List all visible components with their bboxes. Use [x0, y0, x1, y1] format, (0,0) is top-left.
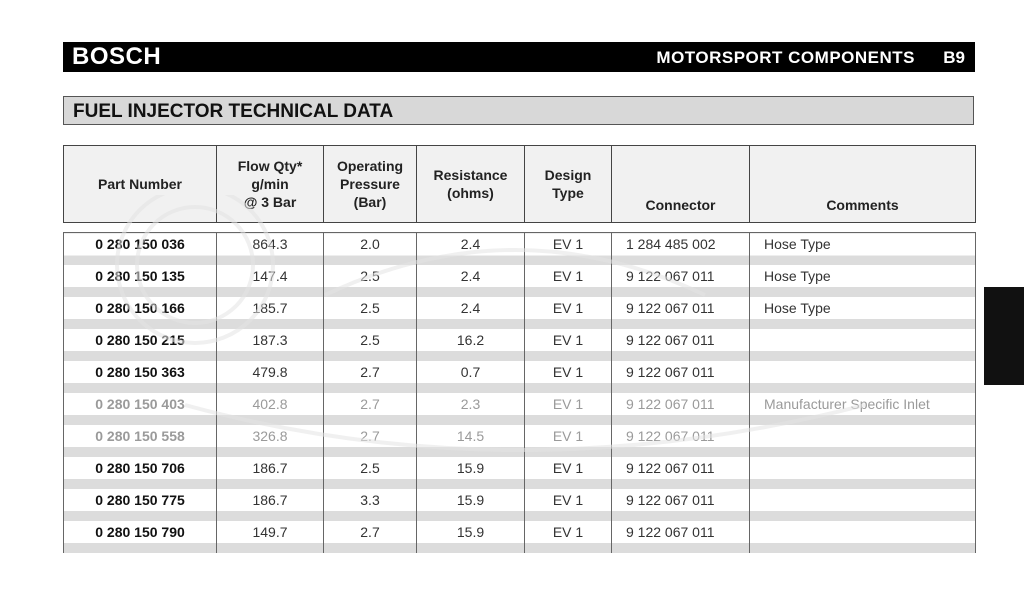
cell-operating-pressure: 3.3 — [324, 489, 417, 521]
cell-resistance: 15.9 — [417, 457, 525, 489]
cell-resistance: 0.7 — [417, 361, 525, 393]
cell-comments: Hose Type — [750, 265, 976, 297]
col-header-design-type: Design Type — [525, 146, 612, 223]
table-row — [64, 233, 976, 266]
cell-comments — [750, 457, 976, 489]
cell-comments — [750, 361, 976, 393]
table-row — [64, 393, 976, 425]
cell-resistance: 2.4 — [417, 233, 525, 266]
table-row — [64, 521, 976, 553]
cell-connector: 9 122 067 011 — [612, 361, 750, 393]
cell-design-type: EV 1 — [525, 457, 612, 489]
table-row — [64, 457, 976, 489]
cell-part-number: 0 280 150 166 — [64, 297, 217, 329]
cell-flow-qty: 864.3 — [217, 233, 324, 266]
cell-flow-qty: 147.4 — [217, 265, 324, 297]
table-title-bar — [63, 96, 974, 125]
cell-connector: 9 122 067 011 — [612, 489, 750, 521]
col-header-part-number: Part Number — [64, 146, 217, 223]
cell-flow-qty: 186.7 — [217, 489, 324, 521]
cell-resistance: 15.9 — [417, 489, 525, 521]
cell-comments — [750, 329, 976, 361]
cell-design-type: EV 1 — [525, 297, 612, 329]
cell-part-number: 0 280 150 558 — [64, 425, 217, 457]
table-row — [64, 297, 976, 329]
table-row — [64, 361, 976, 393]
table-body — [64, 233, 976, 554]
cell-flow-qty: 187.3 — [217, 329, 324, 361]
cell-operating-pressure: 2.5 — [324, 297, 417, 329]
cell-operating-pressure: 2.5 — [324, 329, 417, 361]
cell-part-number: 0 280 150 790 — [64, 521, 217, 553]
cell-connector: 9 122 067 011 — [612, 457, 750, 489]
cell-operating-pressure: 2.0 — [324, 233, 417, 266]
cell-design-type: EV 1 — [525, 233, 612, 266]
cell-flow-qty: 186.7 — [217, 457, 324, 489]
table-title: FUEL INJECTOR TECHNICAL DATA — [73, 101, 394, 122]
col-header-comments: Comments — [750, 146, 976, 223]
cell-part-number: 0 280 150 135 — [64, 265, 217, 297]
cell-part-number: 0 280 150 706 — [64, 457, 217, 489]
table-row — [64, 329, 976, 361]
cell-resistance: 2.4 — [417, 265, 525, 297]
cell-comments: Hose Type — [750, 297, 976, 329]
col-header-flow-qty: Flow Qty* g/min @ 3 Bar — [217, 146, 324, 223]
cell-operating-pressure: 2.5 — [324, 457, 417, 489]
cell-resistance: 2.4 — [417, 297, 525, 329]
cell-design-type: EV 1 — [525, 361, 612, 393]
page-header — [63, 42, 975, 72]
cell-flow-qty: 149.7 — [217, 521, 324, 553]
cell-connector: 9 122 067 011 — [612, 329, 750, 361]
cell-resistance: 14.5 — [417, 425, 525, 457]
cell-flow-qty: 479.8 — [217, 361, 324, 393]
cell-design-type: EV 1 — [525, 393, 612, 425]
cell-part-number: 0 280 150 363 — [64, 361, 217, 393]
cell-comments: Manufacturer Specific Inlet — [750, 393, 976, 425]
cell-comments: Hose Type — [750, 233, 976, 266]
cell-part-number: 0 280 150 036 — [64, 233, 217, 266]
cell-operating-pressure: 2.7 — [324, 521, 417, 553]
cell-flow-qty: 326.8 — [217, 425, 324, 457]
cell-connector: 9 122 067 011 — [612, 393, 750, 425]
cell-flow-qty: 402.8 — [217, 393, 324, 425]
cell-part-number: 0 280 150 215 — [64, 329, 217, 361]
table-row — [64, 489, 976, 521]
cell-operating-pressure: 2.7 — [324, 361, 417, 393]
col-header-connector: Connector — [612, 146, 750, 223]
cell-connector: 9 122 067 011 — [612, 297, 750, 329]
cell-design-type: EV 1 — [525, 265, 612, 297]
cell-connector: 9 122 067 011 — [612, 265, 750, 297]
col-header-operating-pressure: Operating Pressure (Bar) — [324, 146, 417, 223]
cell-connector: 9 122 067 011 — [612, 425, 750, 457]
cell-design-type: EV 1 — [525, 329, 612, 361]
cell-design-type: EV 1 — [525, 425, 612, 457]
side-index-tab — [984, 287, 1024, 385]
table-row — [64, 425, 976, 457]
section-name: MOTORSPORT COMPONENTS — [656, 48, 915, 67]
cell-comments — [750, 521, 976, 553]
cell-comments — [750, 489, 976, 521]
cell-part-number: 0 280 150 775 — [64, 489, 217, 521]
cell-operating-pressure: 2.7 — [324, 425, 417, 457]
cell-design-type: EV 1 — [525, 489, 612, 521]
injector-data-table — [63, 145, 976, 553]
cell-part-number: 0 280 150 403 — [64, 393, 217, 425]
cell-resistance: 2.3 — [417, 393, 525, 425]
brand-logo-text: BOSCH — [72, 43, 162, 70]
cell-resistance: 16.2 — [417, 329, 525, 361]
table-row — [64, 265, 976, 297]
cell-flow-qty: 185.7 — [217, 297, 324, 329]
cell-operating-pressure: 2.5 — [324, 265, 417, 297]
page-code: B9 — [943, 48, 965, 67]
cell-connector: 1 284 485 002 — [612, 233, 750, 266]
table-header-row — [64, 146, 976, 223]
cell-resistance: 15.9 — [417, 521, 525, 553]
cell-comments — [750, 425, 976, 457]
cell-connector: 9 122 067 011 — [612, 521, 750, 553]
col-header-resistance: Resistance (ohms) — [417, 146, 525, 223]
cell-design-type: EV 1 — [525, 521, 612, 553]
cell-operating-pressure: 2.7 — [324, 393, 417, 425]
